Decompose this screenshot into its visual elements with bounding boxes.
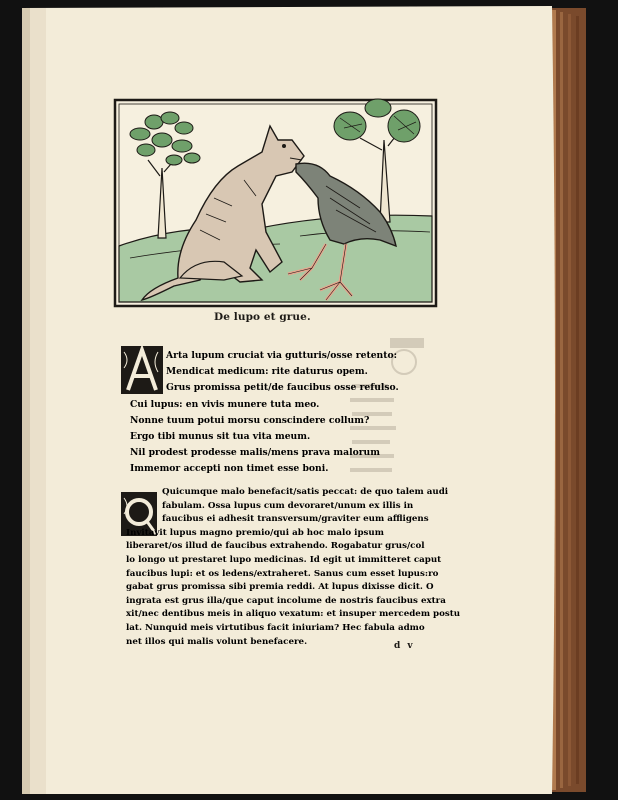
signature-mark: d v — [394, 641, 415, 651]
verse-line: Nil prodest prodesse malis/mens prava malorum — [130, 447, 380, 459]
prose-line: lo longo ut prestaret lupo medicinas. Id egit ut immitteret caput — [126, 554, 442, 565]
prose-line: gabat grus promissa sibi premia reddi. At lupus dixisse dicit. O — [126, 582, 434, 593]
prose-line: faucibus ei adhesit transversum/graviter eum affligens — [162, 514, 429, 525]
verse-line: Nonne tuum potui morsu conscindere collum? — [130, 414, 370, 426]
prose-line: xit/nec dentibus meis in aliquo vexatum: et insuper mercedem postu — [126, 609, 461, 620]
prose-line: lat. Nunquid meis virtutibus facit iniuriam? Hec fabula admo — [126, 622, 425, 633]
woodcut-wolf-and-crane-illustration — [115, 99, 436, 306]
verse-block — [126, 348, 426, 478]
prose-line: fabulam. Ossa lupus cum devoraret/unum ex illis in — [162, 500, 414, 511]
verse-line: Ergo tibi munus sit tua vita meum. — [130, 430, 311, 442]
verse-line: Cui lupus: en vivis munere tuta meo. — [130, 398, 320, 410]
verse-line: Arta lupum cruciat via gutturis/osse retento: — [166, 350, 397, 361]
prose-line: liberaret/os illud de faucibus extrahendo. Rogabatur grus/col — [126, 541, 425, 552]
verse-line: Mendicat medicum: rite daturus opem. — [166, 366, 368, 378]
prose-line: net illos qui malis volunt benefacere. — [126, 636, 308, 647]
prose-line: Quicumque malo benefacit/satis peccat: de quo talem audi — [162, 487, 449, 497]
prose-block — [126, 486, 461, 649]
prose-line: Invitavit lupus magno premio/qui ab hoc malo ipsum — [126, 527, 384, 538]
prose-line: faucibus lupi: et os ledens/extraheret. Sanus cum esset lupus:ro — [126, 568, 439, 579]
fable-heading: De lupo et grue. — [214, 311, 311, 323]
prose-line: ingrata est grus illa/que caput incolume de nostris faucibus extra — [126, 595, 446, 606]
verse-line: Grus promissa petit/de faucibus osse refulso. — [166, 382, 399, 394]
verse-line: Immemor accepti non timet esse boni. — [130, 463, 329, 475]
